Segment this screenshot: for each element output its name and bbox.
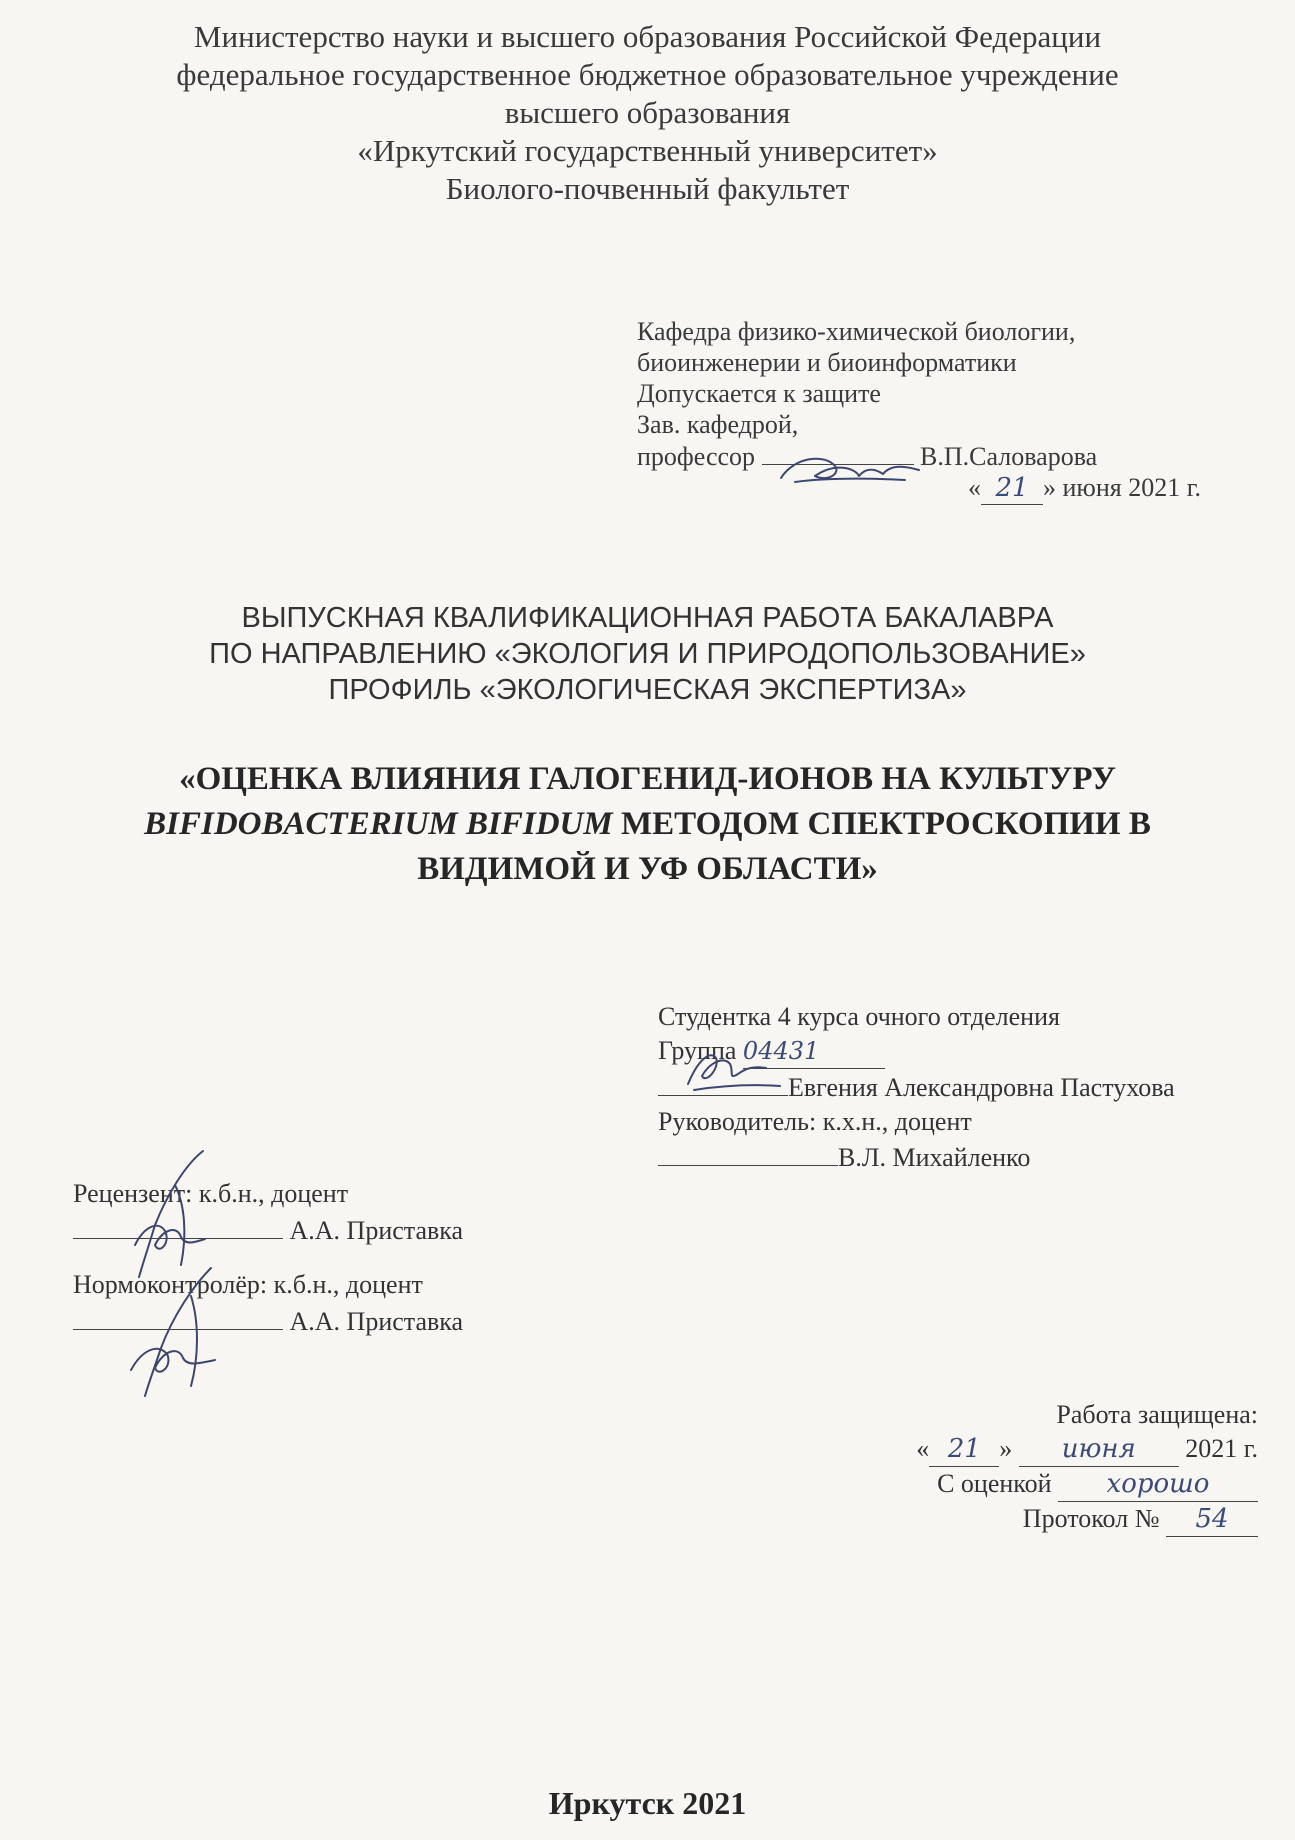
institution-header xyxy=(0,18,1295,208)
supervisor-line xyxy=(658,1139,1175,1175)
defense-date-month: июня xyxy=(1061,1434,1136,1464)
supervisor-label: Руководитель: к.х.н., доцент xyxy=(658,1107,972,1136)
title-line-2 xyxy=(0,802,1295,847)
student-name: Евгения Александровна Пастухова xyxy=(788,1073,1175,1102)
title-species: BIFIDOBACTERIUM BIFIDUM xyxy=(144,806,613,842)
reviewer-name: А.А. Приставка xyxy=(289,1216,464,1245)
department-line-2: биоинженерии и биоинформатики xyxy=(637,348,1017,377)
normcontrol-name: А.А. Приставка xyxy=(289,1307,464,1336)
normcontrol-signature-icon xyxy=(115,1262,235,1402)
head-position: профессор xyxy=(637,442,756,471)
city-year: Иркутск 2021 xyxy=(548,1785,747,1821)
defense-date-year: 2021 г. xyxy=(1185,1434,1258,1463)
institution-type-line: федеральное государственное бюджетное образовательное учреждение xyxy=(176,57,1119,92)
head-name: В.П.Саловарова xyxy=(920,442,1098,471)
thesis-title xyxy=(0,757,1295,892)
defense-protocol xyxy=(916,1502,1258,1537)
head-label: Зав. кафедрой, xyxy=(637,410,799,439)
defense-date xyxy=(916,1432,1258,1467)
defense-date-open-quote: « xyxy=(916,1434,930,1463)
supervisor-signature-blank xyxy=(658,1139,838,1166)
supervisor-name: В.Л. Михайленко xyxy=(838,1143,1031,1172)
student-signature-icon xyxy=(680,1040,790,1100)
thesis-type-line-3: ПРОФИЛЬ «ЭКОЛОГИЧЕСКАЯ ЭКСПЕРТИЗА» xyxy=(328,674,967,706)
defense-grade xyxy=(916,1467,1258,1502)
education-level-line: высшего образования xyxy=(504,95,791,130)
defense-date-close-quote: » xyxy=(999,1434,1013,1463)
normcontrol-label: Нормоконтролёр: к.б.н., доцент xyxy=(73,1270,423,1299)
defense-status: Работа защищена: xyxy=(1056,1400,1258,1429)
faculty-name: Биолого-почвенный факультет xyxy=(445,171,850,206)
thesis-type-line-2: ПО НАПРАВЛЕНИЮ «ЭКОЛОГИЯ И ПРИРОДОПОЛЬЗОВАНИЕ» xyxy=(209,638,1086,670)
defense-block xyxy=(916,1398,1258,1537)
ministry-line: Министерство науки и высшего образования Российской Федерации xyxy=(193,19,1102,54)
group-value: 04431 xyxy=(742,1037,820,1065)
title-line-2-rest: МЕТОДОМ СПЕКТРОСКОПИИ В xyxy=(612,806,1151,842)
approval-date-day: 21 xyxy=(995,473,1029,503)
group-label: Группа xyxy=(658,1036,737,1065)
thesis-type-line-1: ВЫПУСКНАЯ КВАЛИФИКАЦИОННАЯ РАБОТА БАКАЛАВРА xyxy=(241,602,1054,634)
title-line-3: ВИДИМОЙ И УФ ОБЛАСТИ» xyxy=(417,851,878,887)
thesis-type-block xyxy=(0,600,1295,708)
protocol-value: 54 xyxy=(1195,1504,1229,1534)
approval-date-rest: » июня 2021 г. xyxy=(1043,473,1201,502)
department-line-1: Кафедра физико-химической биологии, xyxy=(637,317,1076,346)
admission-text: Допускается к защите xyxy=(637,379,881,408)
grade-value: хорошо xyxy=(1106,1469,1210,1499)
grade-label: С оценкой xyxy=(937,1469,1052,1498)
university-name: «Иркутский государственный университет» xyxy=(357,133,938,168)
head-signature-icon xyxy=(775,448,925,493)
title-line-1: «ОЦЕНКА ВЛИЯНИЯ ГАЛОГЕНИД-ИОНОВ НА КУЛЬТУРУ xyxy=(179,761,1116,797)
student-status: Студентка 4 курса очного отделения xyxy=(658,1002,1060,1031)
approval-date-open-quote: « xyxy=(968,473,981,502)
defense-date-day: 21 xyxy=(947,1434,981,1464)
reviewer-label: Рецензент: к.б.н., доцент xyxy=(73,1179,349,1208)
protocol-label: Протокол № xyxy=(1022,1504,1160,1533)
